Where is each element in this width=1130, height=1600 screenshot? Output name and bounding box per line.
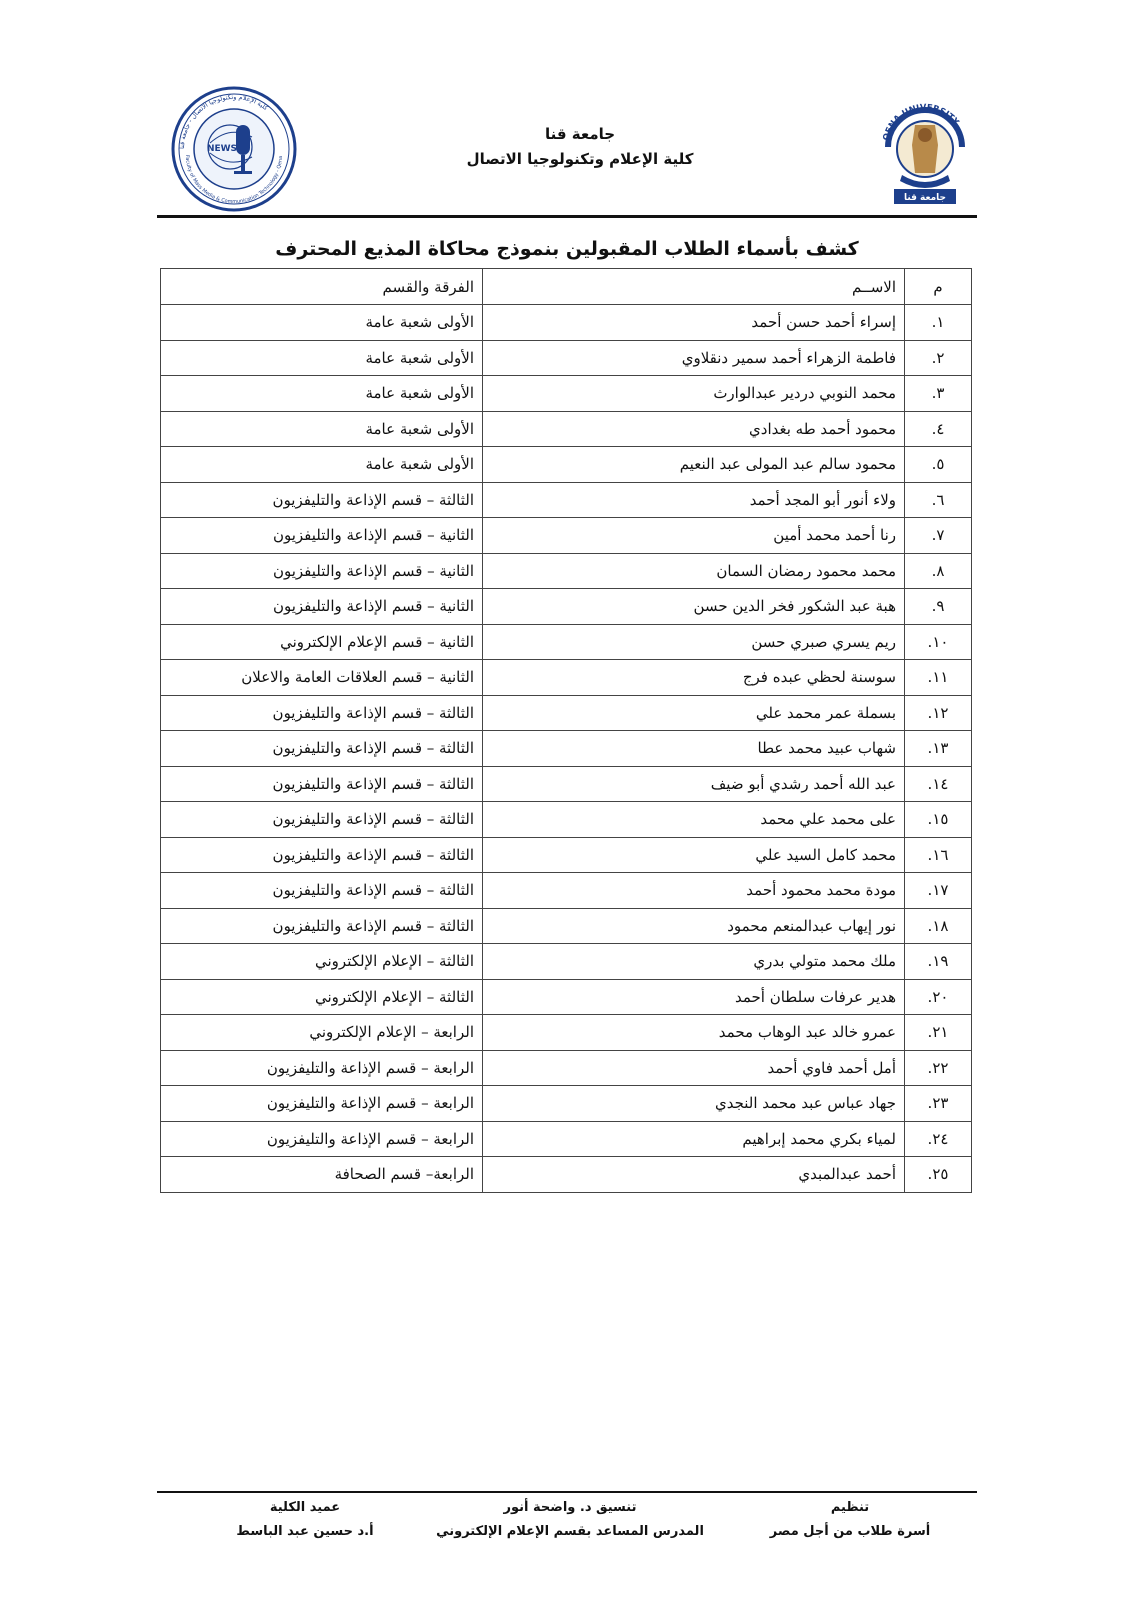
university-name: جامعة قنا <box>544 125 616 143</box>
dean-signature <box>220 1496 390 1544</box>
student-department: الثالثة – الإعلام الإلكتروني <box>161 944 483 980</box>
student-department: الرابعة – قسم الإذاعة والتليفزيون <box>161 1050 483 1086</box>
table-row <box>161 340 972 376</box>
student-name: رنا أحمد محمد أمين <box>483 518 905 554</box>
row-number: ١١. <box>905 660 972 696</box>
row-number: ٢٢. <box>905 1050 972 1086</box>
header-department: الفرقة والقسم <box>161 269 483 305</box>
coordinator-label: تنسيق د. واضحة أنور <box>503 1500 637 1515</box>
svg-text:Faculty of Mass Media & Commun: Faculty of Mass Media & Communication Technology - Qena <box>183 154 285 206</box>
student-department: الأولى شعبة عامة <box>161 376 483 412</box>
table-row <box>161 518 972 554</box>
student-department: الثالثة – قسم الإذاعة والتليفزيون <box>161 766 483 802</box>
student-name: هدير عرفات سلطان أحمد <box>483 979 905 1015</box>
student-name: سوسنة لحظي عبده فرج <box>483 660 905 696</box>
student-department: الثانية – قسم الإذاعة والتليفزيون <box>161 518 483 554</box>
row-number: ٢٥. <box>905 1157 972 1193</box>
svg-text:QENA UNIVERSITY: QENA UNIVERSITY <box>881 102 961 142</box>
footer-divider <box>157 1491 977 1493</box>
row-number: ١٢. <box>905 695 972 731</box>
table-row <box>161 695 972 731</box>
student-name: محمد كامل السيد علي <box>483 837 905 873</box>
table-row <box>161 305 972 341</box>
student-department: الأولى شعبة عامة <box>161 447 483 483</box>
dean-label: عميد الكلية <box>269 1500 341 1515</box>
table-row <box>161 731 972 767</box>
student-department: الأولى شعبة عامة <box>161 411 483 447</box>
student-department: الثالثة – الإعلام الإلكتروني <box>161 979 483 1015</box>
row-number: ١٩. <box>905 944 972 980</box>
student-name: محمود سالم عبد المولى عبد النعيم <box>483 447 905 483</box>
row-number: ٩. <box>905 589 972 625</box>
student-department: الثانية – قسم الإذاعة والتليفزيون <box>161 553 483 589</box>
student-department: الثالثة – قسم الإذاعة والتليفزيون <box>161 731 483 767</box>
student-name: أمل أحمد فاوي أحمد <box>483 1050 905 1086</box>
student-department: الثانية – قسم الإعلام الإلكتروني <box>161 624 483 660</box>
header-name: الاســم <box>483 269 905 305</box>
student-name: محمد محمود رمضان السمان <box>483 553 905 589</box>
student-name: محمود أحمد طه بغدادي <box>483 411 905 447</box>
student-name: ملك محمد متولي بدري <box>483 944 905 980</box>
page-header <box>0 0 1130 225</box>
student-name: جهاد عباس عبد محمد النجدي <box>483 1086 905 1122</box>
student-name: نور إيهاب عبدالمنعم محمود <box>483 908 905 944</box>
table-header-row <box>161 269 972 305</box>
table-row <box>161 553 972 589</box>
student-name: عمرو خالد عبد الوهاب محمد <box>483 1015 905 1051</box>
student-department: الثالثة – قسم الإذاعة والتليفزيون <box>161 908 483 944</box>
student-department: الرابعة – قسم الإذاعة والتليفزيون <box>161 1086 483 1122</box>
table-row <box>161 1121 972 1157</box>
student-name: لمياء بكري محمد إبراهيم <box>483 1121 905 1157</box>
student-name: ولاء أنور أبو المجد أحمد <box>483 482 905 518</box>
table-row <box>161 1086 972 1122</box>
dean-name: أ.د حسين عبد الباسط <box>236 1524 374 1539</box>
row-number: ١٧. <box>905 873 972 909</box>
student-name: عبد الله أحمد رشدي أبو ضيف <box>483 766 905 802</box>
organizer-label: تنظيم <box>830 1500 870 1515</box>
students-table <box>160 268 972 1193</box>
student-department: الرابعة – الإعلام الإلكتروني <box>161 1015 483 1051</box>
row-number: ١٦. <box>905 837 972 873</box>
row-number: ٢. <box>905 340 972 376</box>
table-row <box>161 873 972 909</box>
table-row <box>161 1015 972 1051</box>
faculty-name: كلية الإعلام وتكنولوجيا الاتصال <box>466 150 694 168</box>
row-number: ٢٤. <box>905 1121 972 1157</box>
table-row <box>161 766 972 802</box>
table-row <box>161 411 972 447</box>
table-row <box>161 1157 972 1193</box>
student-name: شهاب عبيد محمد عطا <box>483 731 905 767</box>
table-row <box>161 802 972 838</box>
student-department: الثالثة – قسم الإذاعة والتليفزيون <box>161 482 483 518</box>
row-number: ٤. <box>905 411 972 447</box>
row-number: ٣. <box>905 376 972 412</box>
row-number: ١٤. <box>905 766 972 802</box>
row-number: ١٣. <box>905 731 972 767</box>
row-number: ٨. <box>905 553 972 589</box>
row-number: ٧. <box>905 518 972 554</box>
student-department: الثانية – قسم الإذاعة والتليفزيون <box>161 589 483 625</box>
row-number: ٢١. <box>905 1015 972 1051</box>
student-name: أحمد عبدالمبدي <box>483 1157 905 1193</box>
row-number: ١٥. <box>905 802 972 838</box>
student-name: ريم يسري صبري حسن <box>483 624 905 660</box>
table-row <box>161 944 972 980</box>
header-divider <box>157 215 977 218</box>
row-number: ٦. <box>905 482 972 518</box>
row-number: ١٠. <box>905 624 972 660</box>
row-number: ١٨. <box>905 908 972 944</box>
table-row <box>161 979 972 1015</box>
student-name: على محمد علي محمد <box>483 802 905 838</box>
table-row <box>161 376 972 412</box>
faculty-logo <box>170 85 298 213</box>
svg-text:NEWS: NEWS <box>206 144 238 154</box>
table-row <box>161 908 972 944</box>
table-row <box>161 589 972 625</box>
table-row <box>161 482 972 518</box>
document-title: كشف بأسماء الطلاب المقبولين بنموذج محاكاة المذيع المحترف <box>275 238 859 260</box>
student-department: الثالثة – قسم الإذاعة والتليفزيون <box>161 873 483 909</box>
organizer-signature <box>760 1496 940 1544</box>
student-name: مودة محمد محمود أحمد <box>483 873 905 909</box>
header-number: م <box>905 269 972 305</box>
student-department: الثالثة – قسم الإذاعة والتليفزيون <box>161 837 483 873</box>
svg-text:جامعة قنا: جامعة قنا <box>903 193 947 203</box>
student-department: الأولى شعبة عامة <box>161 305 483 341</box>
student-department: الرابعة – قسم الإذاعة والتليفزيون <box>161 1121 483 1157</box>
student-department: الرابعة– قسم الصحافة <box>161 1157 483 1193</box>
svg-text:كلية الإعلام وتكنولوجيا الاتصا: كلية الإعلام وتكنولوجيا الاتصال - جامعة قنا <box>177 92 270 150</box>
row-number: ٢٠. <box>905 979 972 1015</box>
table-row <box>161 837 972 873</box>
row-number: ٢٣. <box>905 1086 972 1122</box>
student-name: فاطمة الزهراء أحمد سمير دنقلاوي <box>483 340 905 376</box>
student-name: هبة عبد الشكور فخر الدين حسن <box>483 589 905 625</box>
table-row <box>161 447 972 483</box>
organizer-name: أسرة طلاب من أجل مصر <box>769 1524 931 1539</box>
table-row <box>161 660 972 696</box>
student-name: بسملة عمر محمد علي <box>483 695 905 731</box>
student-department: الثالثة – قسم الإذاعة والتليفزيون <box>161 802 483 838</box>
student-department: الأولى شعبة عامة <box>161 340 483 376</box>
row-number: ١. <box>905 305 972 341</box>
table-row <box>161 1050 972 1086</box>
coordinator-title: المدرس المساعد بقسم الإعلام الإلكتروني <box>436 1524 704 1539</box>
student-department: الثانية – قسم العلاقات العامة والاعلان <box>161 660 483 696</box>
row-number: ٥. <box>905 447 972 483</box>
table-row <box>161 624 972 660</box>
student-name: محمد النوبي دردير عبدالوارث <box>483 376 905 412</box>
coordinator-signature <box>430 1496 710 1544</box>
student-name: إسراء أحمد حسن أحمد <box>483 305 905 341</box>
university-logo <box>880 85 970 207</box>
student-department: الثالثة – قسم الإذاعة والتليفزيون <box>161 695 483 731</box>
